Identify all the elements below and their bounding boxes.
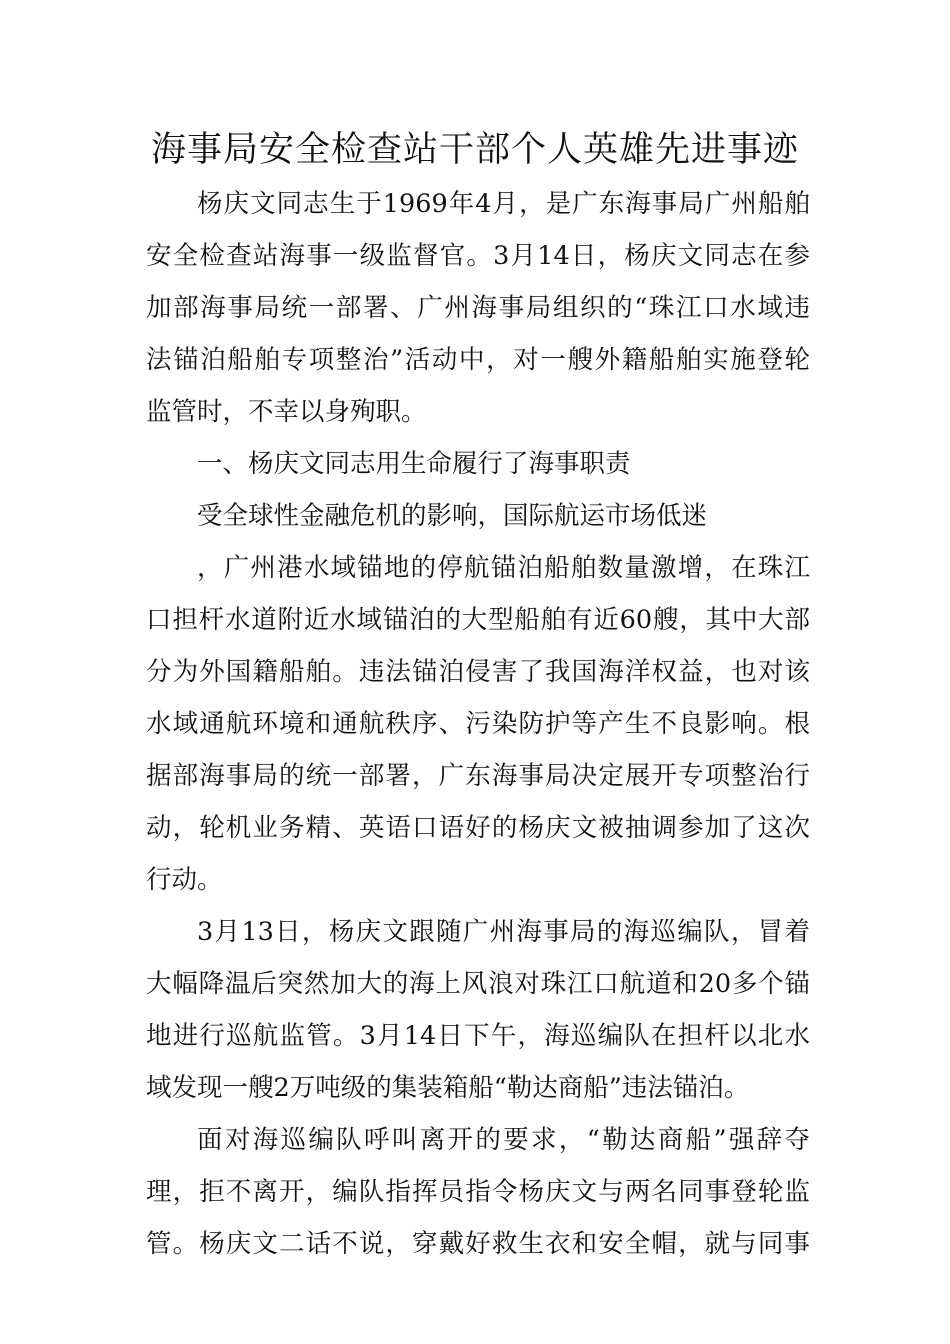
body-line: 监管时，不幸以身殉职。	[146, 397, 427, 427]
body-line: 分为外国籍船舶。违法锚泊侵害了我国海洋权益，也对该	[146, 657, 810, 687]
body-line: 法锚泊船舶专项整治”活动中，对一艘外籍船舶实施登轮	[146, 345, 810, 375]
body-line: 理，拒不离开，编队指挥员指令杨庆文与两名同事登轮监	[146, 1177, 810, 1207]
body-line: ，广州港水域锚地的停航锚泊船舶数量激增，在珠江	[197, 553, 810, 583]
body-line: 加部海事局统一部署、广州海事局组织的“珠江口水域违	[146, 293, 810, 323]
document-body	[146, 178, 810, 1270]
body-line: 水域通航环境和通航秩序、污染防护等产生不良影响。根	[146, 709, 810, 739]
body-line: 大幅降温后突然加大的海上风浪对珠江口航道和20多个锚	[146, 969, 810, 999]
body-line: 域发现一艘2万吨级的集装箱船“勒达商船”违法锚泊。	[146, 1073, 750, 1103]
body-line: 据部海事局的统一部署，广东海事局决定展开专项整治行	[146, 761, 810, 791]
body-line: 3月13日，杨庆文跟随广州海事局的海巡编队，冒着	[197, 917, 810, 947]
body-line: 管。杨庆文二话不说，穿戴好救生衣和安全帽，就与同事	[146, 1229, 810, 1259]
body-line: 受全球性金融危机的影响，国际航运市场低迷	[197, 501, 708, 531]
body-line: 口担杆水道附近水域锚泊的大型船舶有近60艘，其中大部	[146, 605, 810, 635]
body-line: 地进行巡航监管。3月14日下午，海巡编队在担杆以北水	[146, 1021, 810, 1051]
section-heading: 一、杨庆文同志用生命履行了海事职责	[197, 449, 631, 479]
document-title: 海事局安全检查站干部个人英雄先进事迹	[150, 130, 799, 170]
body-line: 行动。	[146, 865, 223, 895]
body-line: 杨庆文同志生于1969年4月，是广东海事局广州船舶	[197, 189, 810, 219]
body-line: 安全检查站海事一级监督官。3月14日，杨庆文同志在参	[146, 241, 810, 271]
body-line: 动，轮机业务精、英语口语好的杨庆文被抽调参加了这次	[146, 813, 810, 843]
body-line: 面对海巡编队呼叫离开的要求，“勒达商船”强辞夺	[197, 1125, 810, 1155]
